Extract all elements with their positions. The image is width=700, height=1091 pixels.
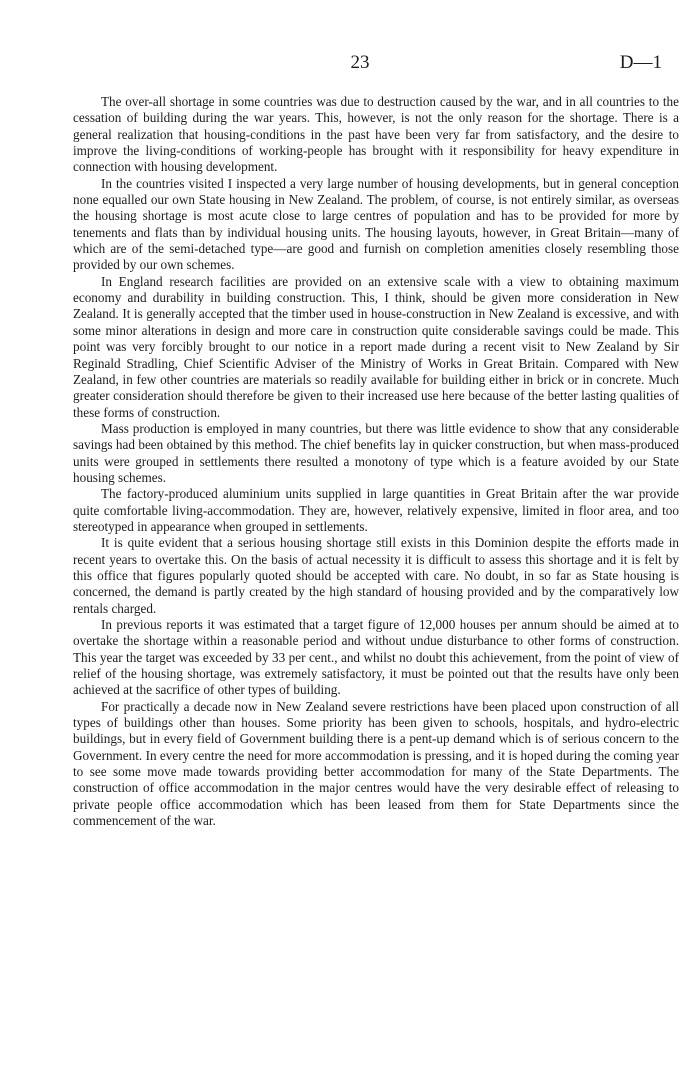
paragraph: In previous reports it was estimated that a target figure of 12,000 houses per annum should be aimed at to overtake the shortage within a reasonable period and without undue disturbance to other forms of construction. This year the target was exceeded by 33 per cent., and whilst no doubt this achievement, from the point of view of relief of the housing shortage, was extremely satisfactory, it must be pointed out that the results have only been achieved at the sacrifice of other types of building. [73, 617, 679, 698]
body-text [73, 94, 679, 829]
paragraph: The factory-produced aluminium units supplied in large quantities in Great Britain after the war provide quite comfortable living-accommodation. They are, however, relatively expensive, limited in floor area, and too stereotyped in appearance when grouped in settlements. [73, 486, 679, 534]
paragraph: It is quite evident that a serious housing shortage still exists in this Dominion despite the efforts made in recent years to overtake this. On the basis of actual necessity it is difficult to assess this shortage and it is felt by this office that figures popularly quoted should be accepted with care. No doubt, in so far as State housing is concerned, the demand is partly created by the high standard of housing provided and by the comparatively low rentals charged. [73, 535, 679, 616]
paragraph: The over-all shortage in some countries was due to destruction caused by the war, and in all countries to the cessation of building during the war years. This, however, is not the only reason for the shortage. There is a general realization that housing-conditions in the past have been very far from satisfactory, and the desire to improve the living-conditions of working-people has brought with it responsibility for heavy expenditure in connection with housing development. [73, 94, 679, 175]
paragraph: Mass production is employed in many countries, but there was little evidence to show that any considerable savings had been obtained by this method. The chief benefits lay in quicker construction, but when mass-produced units were grouped in settlements there resulted a monotony of type which is a feature avoided by our State housing schemes. [73, 420, 679, 485]
section-code: D—1 [619, 52, 662, 73]
paragraph: In the countries visited I inspected a very large number of housing developments, but in general conception none equalled our own State housing in New Zealand. The problem, of course, is not entirely similar, as overseas the housing shortage is most acute close to large centres of population and has to be provided for more by tenements and flats than by individual housing units. The housing layouts, however, in Great Britain—many of which are of the semi-detached type—are good and furnish on completion amenities closely resembling those provided by our own schemes. [73, 175, 679, 273]
paragraph: For practically a decade now in New Zealand severe restrictions have been placed upon construction of all types of buildings other than houses. Some priority has been given to schools, hospitals, and hydro-electric buildings, but in every field of Government building there is a pent-up demand which is of serious concern to the Government. In every centre the need for more accommodation is pressing, and it is hoped during the coming year to see some move made towards providing better accommodation for many of the State Departments. The construction of office accommodation in the major centres would have the very desirable effect of releasing to private people office accommodation which has been leased from them for State Departments since the commencement of the war. [73, 698, 679, 829]
page-number: 23 [350, 52, 370, 73]
paragraph: In England research facilities are provided on an extensive scale with a view to obtaining maximum economy and durability in building construction. This, I think, should be given more consideration in New Zealand. It is generally accepted that the timber used in house-construction in New Zealand is excessive, and with some minor alterations in design and more care in construction quite considerable savings could be made. This point was very forcibly brought to our notice in a report made during a recent visit to New Zealand by Sir Reginald Stradling, Chief Scientific Adviser of the Ministry of Works in Great Britain. Compared with New Zealand, in few other countries are materials so readily available for building either in brick or in concrete. Much greater consideration should therefore be given to their increased use here because of the better lasting qualities of these forms of construction. [73, 273, 679, 420]
page-header [0, 52, 700, 76]
